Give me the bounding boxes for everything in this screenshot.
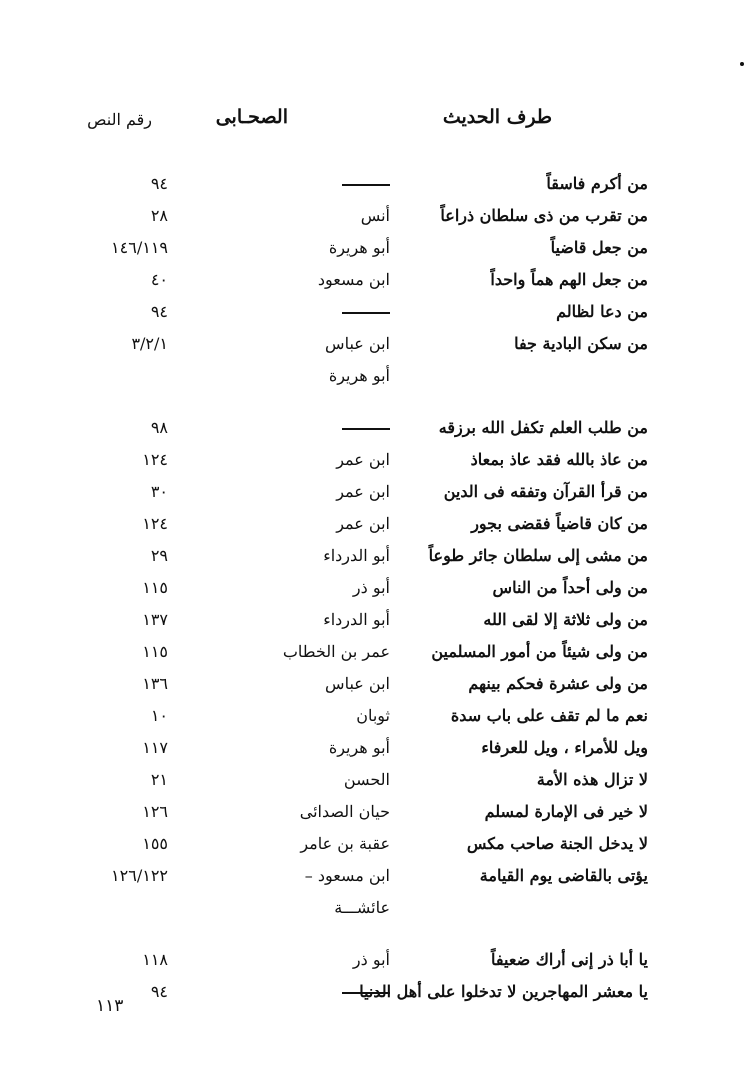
sahabi-cell: أبو هريرة (328, 238, 390, 257)
table-row (60, 636, 700, 668)
text-number-cell: ١٢٦ (142, 802, 168, 821)
dash-placeholder (342, 428, 390, 430)
hadith-cell: يا أبا ذر إنى أراك ضعيفاً (491, 950, 648, 969)
sahabi-cell: ابن عباس (325, 674, 390, 693)
header-hadith: طرف الحديث (442, 106, 552, 128)
text-number-cell: ٤٠ (150, 270, 168, 289)
text-number-cell: ٢٩ (150, 546, 168, 565)
header-text-number: رقم النص (87, 110, 152, 129)
text-number-cell: ٩٤ (150, 174, 168, 193)
hadith-cell: من سكن البادية جفا (514, 334, 648, 353)
hadith-cell: من جعل قاضياً (550, 238, 648, 257)
hadith-cell: يا معشر المهاجرين لا تدخلوا على أهل الدنيا (359, 982, 648, 1001)
hadith-cell: من ولى شيئاً من أمور المسلمين (431, 642, 648, 661)
sahabi-cell: ابن عباس (325, 334, 390, 353)
sahabi-cell: ابن عمر (336, 514, 390, 533)
hadith-index-table (60, 168, 700, 1008)
table-row (60, 264, 700, 296)
text-number-cell: ١١٨ (142, 950, 168, 969)
table-row (60, 828, 700, 860)
header-sahabi: الصحـابى (215, 106, 288, 128)
hadith-cell: نعم ما لم تقف على باب سدة (450, 706, 648, 725)
table-row (60, 764, 700, 796)
text-number-cell: ١١٥ (142, 642, 168, 661)
hadith-cell: لا خير فى الإمارة لمسلم (484, 802, 648, 821)
table-row (60, 392, 700, 444)
table-row (60, 604, 700, 636)
sahabi-cell: ابن عمر (336, 482, 390, 501)
text-number-cell: ٩٤ (150, 302, 168, 321)
table-row (60, 572, 700, 604)
table-row (60, 508, 700, 540)
text-number-cell: ١٢٤ (142, 450, 168, 469)
sahabi-cell: ابن مسعود (317, 270, 390, 289)
hadith-cell: من جعل الهم هماً واحداً (490, 270, 648, 289)
hadith-cell: من عاذ بالله فقد عاذ بمعاذ (470, 450, 648, 469)
hadith-cell: من قرأ القرآن وتفقه فى الدين (443, 482, 648, 501)
hadith-cell: من مشى إلى سلطان جائر طوعاً (428, 546, 648, 565)
hadith-cell: لا يدخل الجنة صاحب مكس (466, 834, 648, 853)
table-row (60, 296, 700, 328)
text-number-cell: ١٥٥ (142, 834, 168, 853)
text-number-cell: ٩٨ (150, 418, 168, 437)
dash-placeholder (342, 992, 390, 994)
text-number-cell: ١٤٦/١١٩ (111, 238, 168, 257)
text-number-cell: ١٠ (150, 706, 168, 725)
text-number-cell: ٢٨ (150, 206, 168, 225)
table-row (60, 360, 700, 392)
sahabi-cell: أبو ذر (352, 578, 390, 597)
table-row (60, 796, 700, 828)
sahabi-cell: ابن عمر (336, 450, 390, 469)
dash-placeholder (342, 312, 390, 314)
table-row (60, 444, 700, 476)
table-row (60, 860, 700, 892)
table-row (60, 700, 700, 732)
sahabi-cell: عائشـــة (334, 898, 390, 917)
hadith-cell: من ولى ثلاثة إلا لقى الله (483, 610, 648, 629)
sahabi-cell (342, 976, 390, 1008)
table-header (60, 106, 700, 138)
sahabi-cell: أنس (360, 206, 390, 225)
sahabi-cell (342, 168, 390, 200)
hadith-cell: يؤتى بالقاضى يوم القيامة (479, 866, 648, 885)
table-row (60, 732, 700, 764)
table-row (60, 668, 700, 700)
table-row (60, 976, 700, 1008)
sahabi-cell: أبو ذر (352, 950, 390, 969)
table-row (60, 540, 700, 572)
text-number-cell: ١١٧ (142, 738, 168, 757)
table-row (60, 892, 700, 924)
table-row (60, 232, 700, 264)
sahabi-cell: أبو الدرداء (323, 546, 390, 565)
sahabi-cell: حيان الصدائى (299, 802, 390, 821)
text-number-cell: ١٣٦ (142, 674, 168, 693)
text-number-cell: ٢١ (150, 770, 168, 789)
table-row (60, 168, 700, 200)
sahabi-cell: عقبة بن عامر (300, 834, 390, 853)
table-row (60, 924, 700, 976)
hadith-cell: من كان قاضياً فقضى بجور (471, 514, 648, 533)
sahabi-cell: أبو الدرداء (323, 610, 390, 629)
page-number: ١١٣ (96, 996, 124, 1016)
sahabi-cell: أبو هريرة (328, 738, 390, 757)
dash-placeholder (342, 184, 390, 186)
text-number-cell: ٣/٢/١ (131, 334, 168, 353)
hadith-cell: من ولى عشرة فحكم بينهم (468, 674, 648, 693)
sahabi-cell: الحسن (343, 770, 390, 789)
hadith-cell: من تقرب من ذى سلطان ذراعاً (440, 206, 648, 225)
text-number-cell: ٣٠ (150, 482, 168, 501)
hadith-cell: من دعا لظالم (556, 302, 648, 321)
hadith-cell: من ولى أحداً من الناس (492, 578, 648, 597)
sahabi-cell: ثوبان (356, 706, 390, 725)
hadith-cell: من طلب العلم تكفل الله برزقه (438, 418, 648, 437)
table-row (60, 328, 700, 360)
sahabi-cell: ابن مسعود – (304, 866, 390, 885)
text-number-cell: ١١٥ (142, 578, 168, 597)
hadith-cell: ويل للأمراء ، ويل للعرفاء (481, 738, 648, 757)
table-row (60, 476, 700, 508)
table-row (60, 200, 700, 232)
hadith-cell: من أكرم فاسقاً (546, 174, 648, 193)
text-number-cell: ٩٤ (150, 982, 168, 1001)
text-number-cell: ١٣٧ (142, 610, 168, 629)
text-number-cell: ١٢٤ (142, 514, 168, 533)
sahabi-cell: أبو هريرة (328, 366, 390, 385)
sahabi-cell (342, 296, 390, 328)
sahabi-cell: عمر بن الخطاب (282, 642, 390, 661)
text-number-cell: ١٢٦/١٢٢ (111, 866, 168, 885)
margin-mark (740, 62, 744, 66)
hadith-cell: لا تزال هذه الأمة (536, 770, 648, 789)
